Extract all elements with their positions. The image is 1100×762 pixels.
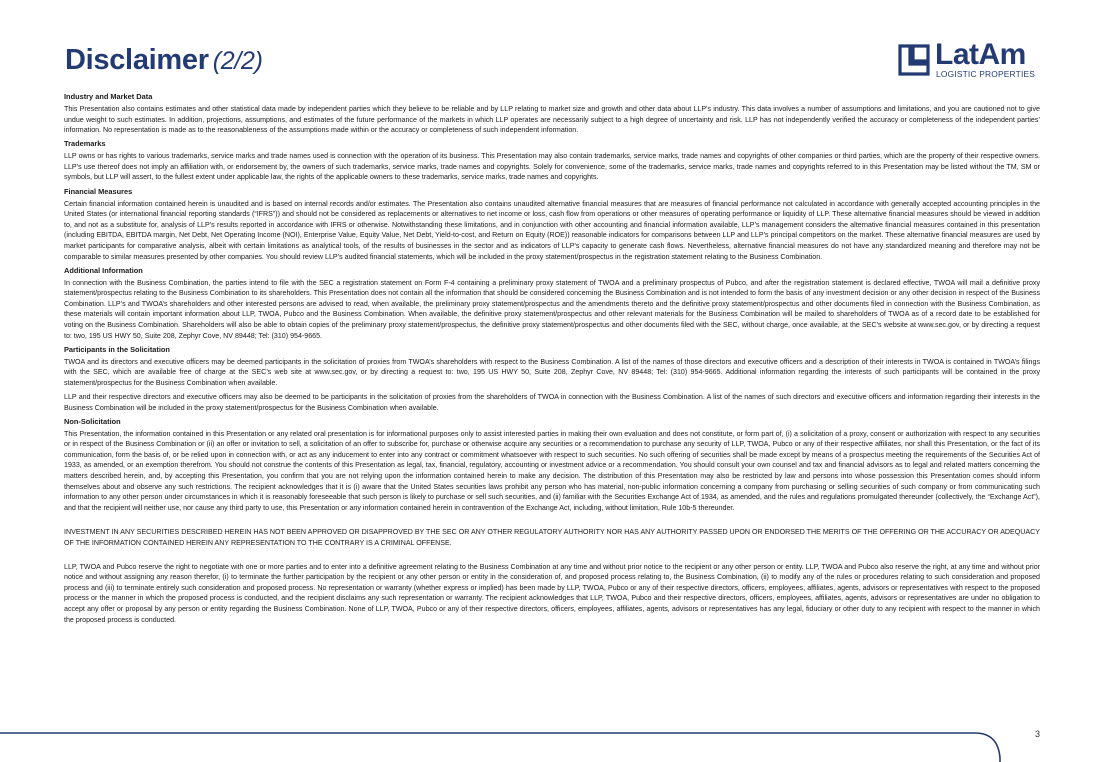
section-trademarks (64, 139, 1040, 183)
section-non-solicitation (64, 417, 1040, 514)
section-heading: Additional Information (64, 265, 143, 275)
section-heading: Trademarks (64, 139, 106, 149)
section-paragraph: This Presentation, the information contained in this Presentation or any related oral presentation is for informational purposes only to assist interested parties in making their own evaluation and does not constitute, or form part of, (i) a solicitation of a proxy, consent or authorization with respect to any securities or in respect of the Business Combination or (ii) an offer or invitation to sell, a solicitation of an offer to subscribe for, purchase or otherwise acquire any securities or a recommendation to purchase any security of LLP, TWOA, Pubco or any of their respective affiliates, nor shall this Presentation, or the fact of its communication, form the basis of, or be relied upon in connection with, or act as any inducement to enter into any contract or commitment whatsoever with respect to such securities. No such offering of securities shall be made except by means of a prospectus meeting the requirements of the Securities Act of 1933, as amended, or an exemption therefrom. You should not construe the contents of this Presentation as legal, tax, financial, regulatory, accounting or investment advice or a recommendation. You should consult your own counsel and tax and financial advisors as to legal and related matters concerning the matters described herein, and, by accepting this Presentation, you confirm that you are not relying upon the information contained herein to make any decision. The distribution of this Presentation may also be restricted by law and persons into whose possession this Presentation comes should inform themselves about and observe any such restrictions. The recipient acknowledges that it is (i) aware that the United States securities laws prohibit any person who has material, non-public information concerning a company from purchasing or selling securities of such company or from communicating such information to any other person under circumstances in which it is reasonably foreseeable that such person is likely to purchase or sell such securities, and (ii) familiar with the Securities Exchange Act of 1934, as amended, and the rules and regulations promulgated thereunder (collectively, the “Exchange Act”), and that the recipient will neither use, nor cause any third party to use, this Presentation or any information contained herein in contravention of the Exchange Act, including, without limitation, Rule 10b-5 thereunder. (64, 429, 1040, 512)
page-title (65, 44, 263, 77)
company-logo (898, 38, 1043, 82)
section-additional-information (64, 266, 1040, 342)
section-heading: Non-Solicitation (64, 416, 121, 426)
logo-tagline: LOGISTIC PROPERTIES (936, 69, 1036, 79)
closing-paragraph: LLP, TWOA and Pubco reserve the right to negotiate with one or more parties and to enter into a definitive agreement relating to the Business Combination at any time and without prior notice to the recipient or any other person or entity. LLP, TWOA and Pubco also reserve the right, at any time and without prior notice and without assigning any reason therefor, (i) to terminate the further participation by the recipient or any other person or entity in the consideration of, and proposed process relating to, the Business Combination, (ii) to modify any of the rules or procedures relating to such consideration and proposed process and (iii) to terminate entirely such consideration and proposed process. No representation or warranty (whether express or implied) has been made by LLP, TWOA, Pubco or any of their respective directors, officers, employees, affiliates, agents, advisors or representatives with respect to the proposed process or the manner in which the proposed process is conducted, and the recipient disclaims any such representation or warranty. The recipient acknowledges that LLP, TWOA, Pubco and their respective directors, officers, employees, affiliates, agents, advisors or representatives are under no obligation to accept any offer or proposal by any person or entity regarding the Business Combination. None of LLP, TWOA, Pubco or any of their respective directors, officers, employees, affiliates, agents, advisors or representatives has any legal, fiduciary or other duty to any recipient with respect to the manner in which the proposed process is conducted. (64, 562, 1040, 624)
section-paragraph: LLP and their respective directors and executive officers may also be deemed to be participants in the solicitation of proxies from the shareholders of TWOA in connection with the Business Combination. A list of the names of such directors and executive officers and information regarding their interests in the Business Combination will be included in the proxy statement/prospectus for the Business Combination when available. (64, 392, 1040, 412)
title-text: Disclaimer (65, 44, 209, 76)
logo-word: LatAm (935, 38, 1026, 71)
page-number: 3 (1034, 729, 1040, 739)
disclaimer-body (64, 92, 1040, 629)
section-paragraph: This Presentation also contains estimates and other statistical data made by independent parties which they believe to be reliable and by LLP relating to market size and growth and other data about LLP’s industry. This data involves a number of assumptions and limitations, and you are cautioned not to give undue weight to such estimates. In addition, projections, assumptions, and estimates of the future performance of the markets in which LLP operates are necessarily subject to a high degree of uncertainty and risk. LLP has not independently verified the accuracy or completeness of the independent parties’ information. No representation is made as to the reasonableness of the assumptions made within or the accuracy or completeness of such independent information. (64, 105, 1040, 135)
section-participants-solicitation (64, 345, 1040, 413)
title-suffix: (2/2) (212, 47, 263, 75)
section-paragraph: TWOA and its directors and executive officers may be deemed participants in the solicitation of proxies from TWOA’s shareholders with respect to the Business Combination. A list of the names of those directors and executive officers and a description of their interests in TWOA is contained in TWOA’s filings with the SEC, which are available free of charge at the SEC’s web site at www.sec.gov, or by directing a request to: two, 195 US HWY 50, Suite 208, Zephyr Cove, NV 89448; Tel: (310) 954-9665. Additional information regarding the interests of such participants will be contained in the proxy statement/prospectus for the Business Combination when available. (64, 357, 1040, 387)
section-financial-measures (64, 187, 1040, 263)
section-heading: Financial Measures (64, 186, 133, 196)
section-heading: Participants in the Solicitation (64, 344, 170, 354)
regulatory-notice: INVESTMENT IN ANY SECURITIES DESCRIBED HEREIN HAS NOT BEEN APPROVED OR DISAPPROVED BY THE SEC OR ANY OTHER REGULATORY AUTHORITY NOR HAS ANY AUTHORITY PASSED UPON OR ENDORSED THE MERITS OF THE OFFERING OR THE ACCURACY OR ADEQUACY OF THE INFORMATION CONTAINED HEREIN ANY REPRESENTATION TO THE CONTRARY IS A CRIMINAL OFFENSE. (64, 527, 1040, 547)
section-paragraph: Certain financial information contained herein is unaudited and is based on internal records and/or estimates. The Presentation also contains unaudited alternative financial measures that are measures of financial performance not calculated in accordance with generally accepted accounting principles in the United States (or international financial reporting standards (“IFRS”)) and should not be considered as replacements or alternatives to net income or loss, cash flow from operations or other measures of operating performance or liquidity of LLP. These alternative financial measures should be viewed in addition to, and not as a substitute for, analysis of LLP’s results reported in accordance with IFRS or otherwise. Notwithstanding these limitations, and in conjunction with other accounting and financial information available, LLP’s management considers the alternative financial measures contained in this presentation (including EBITDA, EBITDA margin, Net Debt, Net Operating Income (NOI), Enterprise Value, Equity Value, Net Debt, Yield-to-cost, and Return on Equity (ROE)) reasonable indicators for comparisons between LLP and LLP’s principal competitors on the market. These alternative financial measures are used by market participants for comparative analysis, albeit with certain limitations as analytical tools, of the results of businesses in the sector and as indicators of LLP’s capacity to generate cash flows. Nevertheless, alternative financial measures do not have any standardized meaning and therefore may not be comparable to similar measures presented by other companies. You should review LLP’s audited financial statements, which will be included in the proxy statement/prospectus in the registration statement relating to the Business Combination. (64, 199, 1040, 261)
section-heading: Industry and Market Data (64, 92, 153, 101)
logo-mark-icon (898, 44, 930, 76)
section-paragraph: In connection with the Business Combination, the parties intend to file with the SEC a registration statement on Form F-4 containing a preliminary proxy statement of TWOA and a preliminary prospectus of Pubco, and after the registration statement is declared effective, TWOA will mail a definitive proxy statement/prospectus relating to the Business Combination to its shareholders. This Presentation does not contain all the information that should be considered concerning the Business Combination and is not intended to form the basis of any investment decision or any other decision in respect of the Business Combination. LLP’s and TWOA’s shareholders and other interested persons are advised to read, when available, the preliminary proxy statement/prospectus and the amendments thereto and the definitive proxy statement/prospectus and other documents filed in connection with the Business Combination, as these materials will contain important information about LLP, TWOA, Pubco and the Business Combination. When available, the definitive proxy statement/prospectus and other relevant materials for the Business Combination will be mailed to shareholders of TWOA as of a record date to be established for voting on the Business Combination. Shareholders will also be able to obtain copies of the preliminary proxy statement/prospectus, the definitive proxy statement/prospectus and other documents filed with the SEC, without charge, once available, at the SEC’s website at www.sec.gov, or by directing a request to: two, 195 US HWY 50, Suite 208, Zephyr Cove, NV 89448; Tel: (310) 954-9665. (64, 278, 1040, 340)
section-paragraph: LLP owns or has rights to various trademarks, service marks and trade names used is connection with the operation of its business. This Presentation may also contain trademarks, service marks, trade names and copyrights of other companies or third parties, which are the property of their respective owners. LLP’s use thereof does not imply an affiliation with, or endorsement by, the owners of such trademarks, service marks, trade names and copyrights. Solely for convenience, some of the trademarks, service marks, trade names and copyrights referred to in this Presentation may be listed without the TM, SM or symbols, but LLP will assert, to the fullest extent under applicable law, the rights of the applicable owners to these trademarks, service marks, trade names and copyrights. (64, 152, 1040, 182)
footer-divider (0, 728, 1100, 762)
section-industry-market-data (64, 92, 1040, 136)
